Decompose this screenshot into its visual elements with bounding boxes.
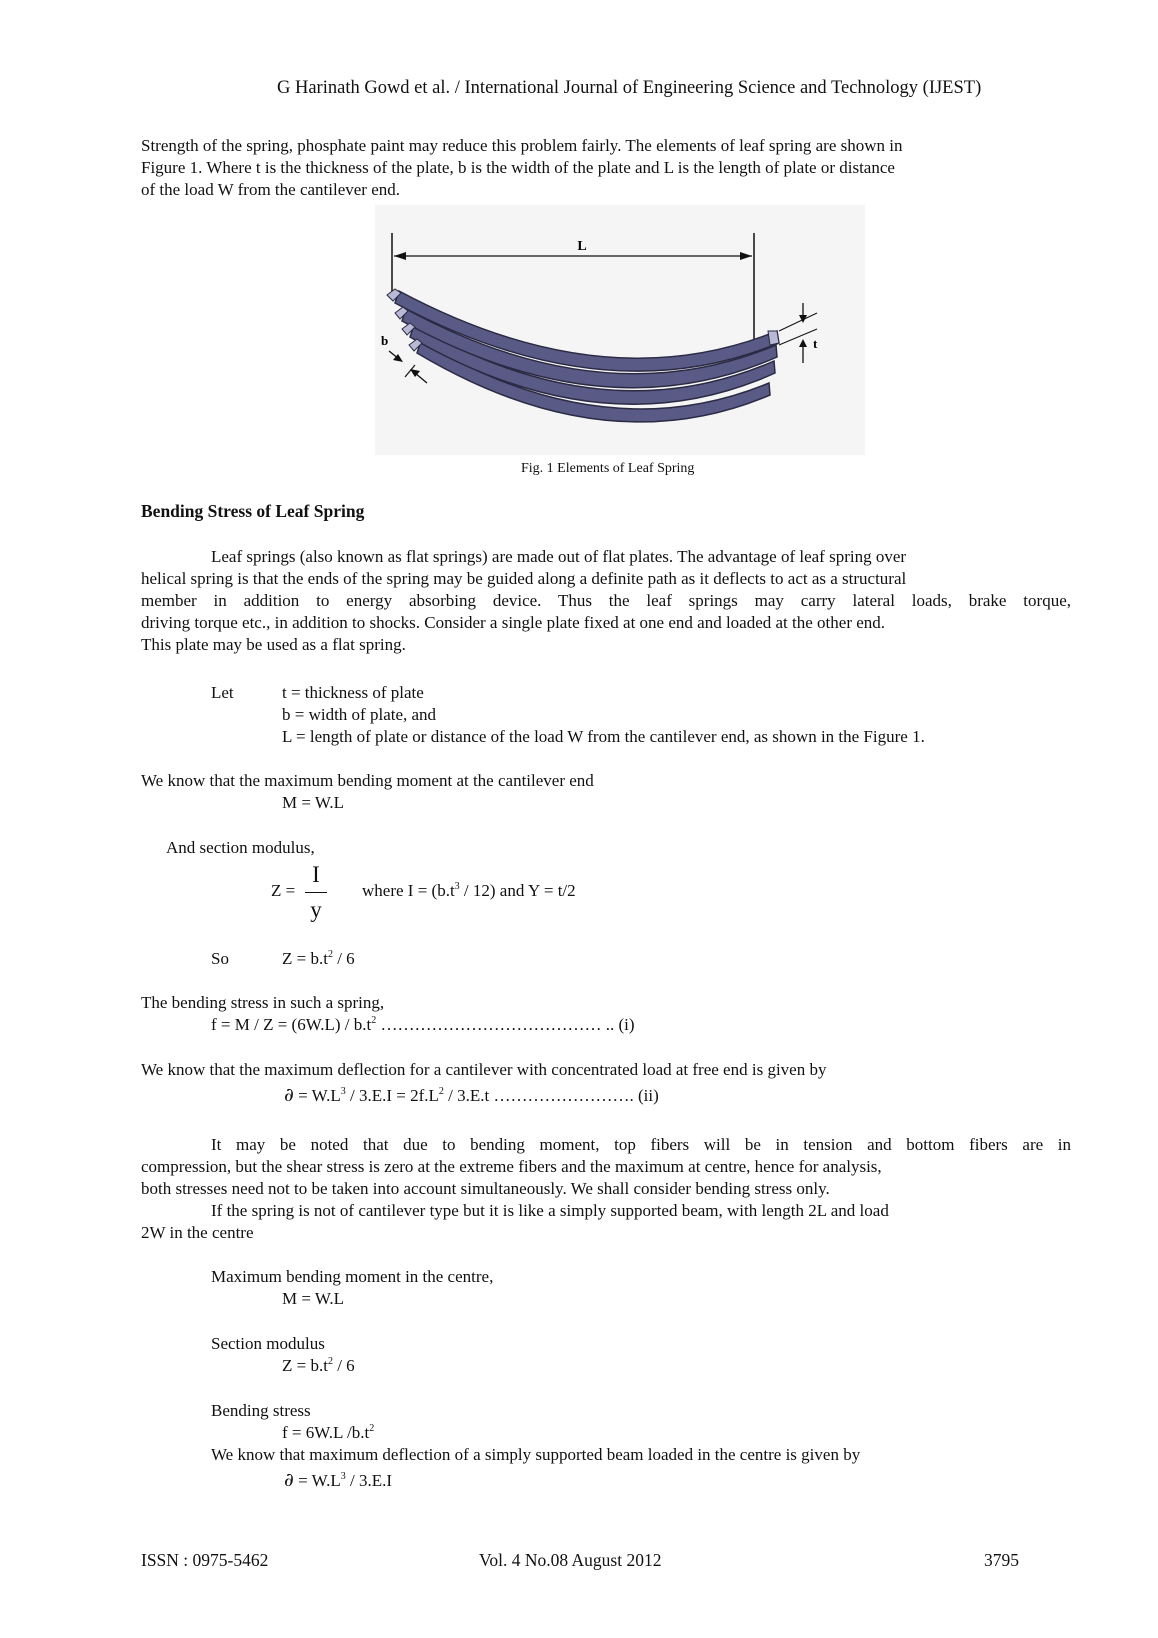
stress-post: ………………………………… .. (i) — [376, 1015, 635, 1034]
footer-page-number: 3795 — [984, 1550, 1019, 1570]
defl-b: / 3.E.I = 2f.L — [345, 1086, 439, 1105]
definition-length: L = length of plate or distance of the load W from the cantilever end, as shown in the Figure 1. — [282, 727, 925, 746]
note-line: It may be noted that due to bending moment, top fibers will be in tension and bottom fibers are in — [211, 1135, 1071, 1154]
z-numerator: I — [312, 862, 320, 887]
z-where-pre: where I = (b.t — [362, 881, 455, 900]
ss-defl-exp: 3 — [340, 1471, 346, 1482]
section-heading: Bending Stress of Leaf Spring — [141, 501, 365, 521]
para-line: helical spring is that the ends of the spring may be guided along a definite path as it deflects to act as a structural — [141, 569, 907, 588]
simply-line: If the spring is not of cantilever type but it is like a simply supported beam, with length 2L and load — [211, 1201, 889, 1220]
running-header: G Harinath Gowd et al. / International Journal of Engineering Science and Technology (IJEST) — [277, 78, 982, 98]
bend-exp: 2 — [369, 1423, 375, 1434]
simply-line: 2W in the centre — [141, 1223, 254, 1242]
defl-a: = W.L — [293, 1086, 341, 1105]
partial-symbol: ∂ — [284, 1084, 294, 1106]
para-line: This plate may be used as a flat spring. — [141, 635, 406, 654]
so-pre: Z = b.t — [282, 949, 328, 968]
stress-exp: 2 — [371, 1015, 377, 1026]
ss-deflection-intro: We know that maximum deflection of a simply supported beam loaded in the centre is given by — [211, 1445, 861, 1464]
defl-exp1: 3 — [340, 1086, 346, 1097]
note-line: compression, but the shear stress is zero at the extreme fibers and the maximum at centre, hence for analysis, — [141, 1157, 882, 1176]
definition-width: b = width of plate, and — [282, 705, 437, 724]
z-where-clause — [362, 882, 576, 899]
length-label: L — [577, 239, 587, 254]
intro-line: Figure 1. Where t is the thickness of the plate, b is the width of the plate and L is the length of plate or distance — [141, 158, 895, 177]
ss-defl-a: = W.L — [293, 1471, 341, 1490]
ss-deflection-equation — [284, 1471, 392, 1490]
section-modulus-equation — [282, 1357, 355, 1374]
moment-equation: M = W.L — [282, 793, 345, 812]
so-exp: 2 — [327, 949, 333, 960]
para-line: member in addition to energy absorbing device. Thus the leaf springs may carry lateral loads, brake torque, — [141, 591, 1071, 610]
footer-volume: Vol. 4 No.08 August 2012 — [479, 1550, 662, 1570]
moment-intro: We know that the maximum bending moment at the cantilever end — [141, 771, 594, 790]
defl-c: / 3.E.t ……………………. (ii) — [443, 1086, 659, 1105]
note-paragraph — [141, 1134, 1071, 1244]
sec-mod-pre: Z = b.t — [282, 1356, 328, 1375]
deflection-intro: We know that the maximum deflection for a cantilever with concentrated load at free end is given by — [141, 1060, 827, 1079]
para-line: driving torque etc., in addition to shocks. Consider a single plate fixed at one end and loaded at the other end. — [141, 613, 886, 632]
let-word: Let — [211, 683, 234, 702]
leaf-spring-paragraph — [141, 546, 1071, 656]
figure-caption: Fig. 1 Elements of Leaf Spring — [521, 461, 695, 476]
bend-pre: f = 6W.L /b.t — [282, 1423, 370, 1442]
z-fraction — [305, 863, 327, 921]
leaf-spring-figure — [375, 205, 865, 455]
deflection-equation — [284, 1086, 659, 1105]
intro-line: of the load W from the cantilever end. — [141, 180, 401, 199]
max-moment-label: Maximum bending moment in the centre, — [211, 1267, 494, 1286]
stress-equation — [211, 1016, 635, 1033]
width-label: b — [381, 333, 389, 348]
para-line: Leaf springs (also known as flat springs) are made out of flat plates. The advantage of leaf spring over — [211, 547, 907, 566]
stress-pre: f = M / Z = (6W.L) / b.t — [211, 1015, 372, 1034]
so-equation — [282, 950, 355, 967]
bending-stress-label: Bending stress — [211, 1401, 311, 1420]
so-post: / 6 — [332, 949, 355, 968]
ss-defl-b: / 3.E.I — [345, 1471, 393, 1490]
bending-stress-equation — [282, 1424, 374, 1441]
max-moment-equation: M = W.L — [282, 1289, 345, 1308]
defl-exp2: 2 — [438, 1086, 444, 1097]
stress-intro: The bending stress in such a spring, — [141, 993, 385, 1012]
z-lhs: Z = — [271, 881, 296, 900]
z-where-post: / 12) and Y = t/2 — [459, 881, 576, 900]
so-word: So — [211, 949, 229, 968]
leaf-right-end-face — [768, 331, 779, 345]
fraction-bar — [305, 892, 327, 893]
sec-mod-post: / 6 — [332, 1356, 355, 1375]
sec-mod-exp: 2 — [327, 1356, 333, 1367]
z-denominator: y — [310, 897, 322, 922]
section-modulus-label: Section modulus — [211, 1334, 325, 1353]
note-line: both stresses need not to be taken into account simultaneously. We shall consider bending stress only. — [141, 1179, 830, 1198]
z-where-exp: 3 — [454, 881, 460, 892]
intro-paragraph — [141, 135, 1071, 201]
thickness-label: t — [813, 336, 818, 351]
partial-symbol: ∂ — [284, 1469, 294, 1491]
footer-issn: ISSN : 0975-5462 — [141, 1550, 269, 1570]
definition-thickness: t = thickness of plate — [282, 683, 424, 702]
intro-line: Strength of the spring, phosphate paint may reduce this problem fairly. The elements of leaf spring are shown in — [141, 136, 903, 155]
modulus-intro: And section modulus, — [166, 838, 315, 857]
